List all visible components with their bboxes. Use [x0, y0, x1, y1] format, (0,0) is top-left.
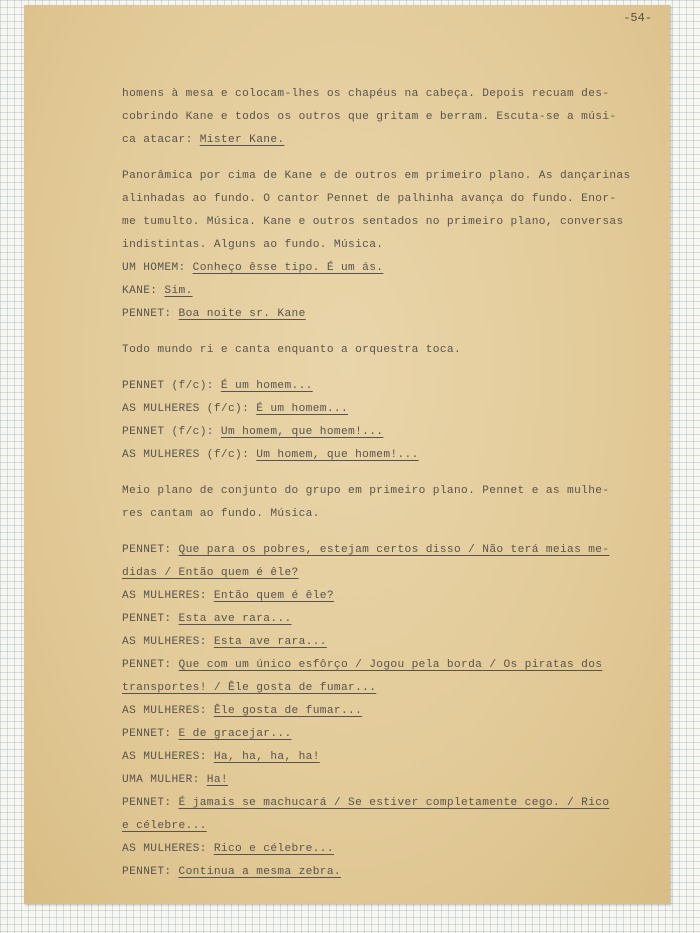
- underlined-dialogue: É um homem...: [220, 380, 313, 392]
- speaker-label: UMA MULHER:: [122, 774, 207, 786]
- underlined-dialogue: E de gracejar...: [178, 728, 292, 740]
- speaker-label: AS MULHERES:: [122, 751, 214, 763]
- line-text: cobrindo Kane e todos os outros que gritam e berram. Escuta-se a músi-: [122, 111, 617, 123]
- underlined-dialogue: Sim.: [164, 285, 193, 297]
- text-line: [122, 769, 670, 792]
- line-text: Todo mundo ri e canta enquanto a orquestra toca.: [122, 344, 462, 356]
- text-line: [122, 700, 670, 723]
- underlined-dialogue: transportes! / Êle gosta de fumar...: [122, 682, 377, 694]
- page-number: -54-: [623, 11, 652, 25]
- paragraph-gap: [122, 526, 670, 539]
- underlined-dialogue: Boa noite sr. Kane: [178, 308, 306, 320]
- text-line: [122, 792, 670, 815]
- paragraph-gap: [122, 362, 670, 375]
- underlined-dialogue: Continua a mesma zebra.: [178, 866, 341, 878]
- underlined-dialogue: Êle gosta de fumar...: [213, 705, 363, 717]
- paragraph-gap: [122, 326, 670, 339]
- text-line: [122, 444, 670, 467]
- text-line: [122, 861, 670, 884]
- line-text: res cantam ao fundo. Música.: [122, 508, 320, 520]
- speaker-label: ca atacar:: [122, 134, 200, 146]
- speaker-label: AS MULHERES (f/c):: [122, 449, 257, 461]
- speaker-label: PENNET:: [122, 866, 179, 878]
- text-line: [122, 165, 670, 188]
- speaker-label: AS MULHERES:: [122, 843, 214, 855]
- line-text: Meio plano de conjunto do grupo em primeiro plano. Pennet e as mulhe-: [122, 485, 610, 497]
- text-line: [122, 503, 670, 526]
- speaker-label: PENNET:: [122, 613, 179, 625]
- underlined-dialogue: Esta ave rara...: [178, 613, 292, 625]
- text-line: [122, 257, 670, 280]
- text-line: [122, 480, 670, 503]
- underlined-dialogue: Que para os pobres, estejam certos disso / Não terá meias me-: [178, 544, 610, 556]
- text-line: [122, 339, 670, 362]
- line-text: me tumulto. Música. Kane e outros sentados no primeiro plano, conversas: [122, 216, 624, 228]
- underlined-dialogue: Então quem é êle?: [213, 590, 334, 602]
- text-line: [122, 83, 670, 106]
- text-line: [122, 539, 670, 562]
- underlined-dialogue: Que com um único esfôrço / Jogou pela borda / Os piratas dos: [178, 659, 603, 671]
- line-text: Panorâmica por cima de Kane e de outros em primeiro plano. As dançarinas: [122, 170, 631, 182]
- text-line: [122, 562, 670, 585]
- text-line: [122, 375, 670, 398]
- text-line: [122, 188, 670, 211]
- underlined-dialogue: É jamais se machucará / Se estiver completamente cego. / Rico: [178, 797, 610, 809]
- underlined-dialogue: didas / Então quem é êle?: [122, 567, 299, 579]
- text-line: [122, 234, 670, 257]
- line-text: homens à mesa e colocam-lhes os chapéus na cabeça. Depois recuam des-: [122, 88, 610, 100]
- underlined-dialogue: É um homem...: [256, 403, 349, 415]
- line-text: indistintas. Alguns ao fundo. Música.: [122, 239, 384, 251]
- speaker-label: PENNET:: [122, 308, 179, 320]
- speaker-label: UM HOMEM:: [122, 262, 193, 274]
- text-line: [122, 723, 670, 746]
- speaker-label: PENNET (f/c):: [122, 426, 221, 438]
- speaker-label: PENNET:: [122, 659, 179, 671]
- text-line: [122, 421, 670, 444]
- text-line: [122, 608, 670, 631]
- text-line: [122, 654, 670, 677]
- typewritten-page: [24, 5, 670, 904]
- text-line: [122, 838, 670, 861]
- paragraph-gap: [122, 467, 670, 480]
- speaker-label: PENNET:: [122, 728, 179, 740]
- speaker-label: PENNET (f/c):: [122, 380, 221, 392]
- underlined-dialogue: Esta ave rara...: [213, 636, 327, 648]
- script-text: [122, 83, 670, 884]
- speaker-label: AS MULHERES:: [122, 590, 214, 602]
- paragraph-gap: [122, 152, 670, 165]
- speaker-label: KANE:: [122, 285, 165, 297]
- speaker-label: AS MULHERES:: [122, 636, 214, 648]
- text-line: [122, 129, 670, 152]
- underlined-dialogue: e célebre...: [122, 820, 207, 832]
- text-line: [122, 398, 670, 421]
- underlined-dialogue: Conheço êsse tipo. É um ás.: [192, 262, 384, 274]
- line-text: alinhadas ao fundo. O cantor Pennet de palhinha avança do fundo. Enor-: [122, 193, 617, 205]
- text-line: [122, 677, 670, 700]
- text-line: [122, 815, 670, 838]
- underlined-dialogue: Rico e célebre...: [213, 843, 334, 855]
- text-line: [122, 585, 670, 608]
- speaker-label: PENNET:: [122, 544, 179, 556]
- text-line: [122, 211, 670, 234]
- text-line: [122, 280, 670, 303]
- speaker-label: AS MULHERES:: [122, 705, 214, 717]
- underlined-dialogue: Um homem, que homem!...: [256, 449, 419, 461]
- text-line: [122, 303, 670, 326]
- underlined-dialogue: Um homem, que homem!...: [220, 426, 384, 438]
- underlined-dialogue: Mister Kane.: [199, 134, 285, 146]
- text-line: [122, 106, 670, 129]
- text-line: [122, 631, 670, 654]
- underlined-dialogue: Ha, ha, ha, ha!: [213, 751, 320, 763]
- text-line: [122, 746, 670, 769]
- speaker-label: AS MULHERES (f/c):: [122, 403, 257, 415]
- speaker-label: PENNET:: [122, 797, 179, 809]
- underlined-dialogue: Ha!: [206, 774, 228, 786]
